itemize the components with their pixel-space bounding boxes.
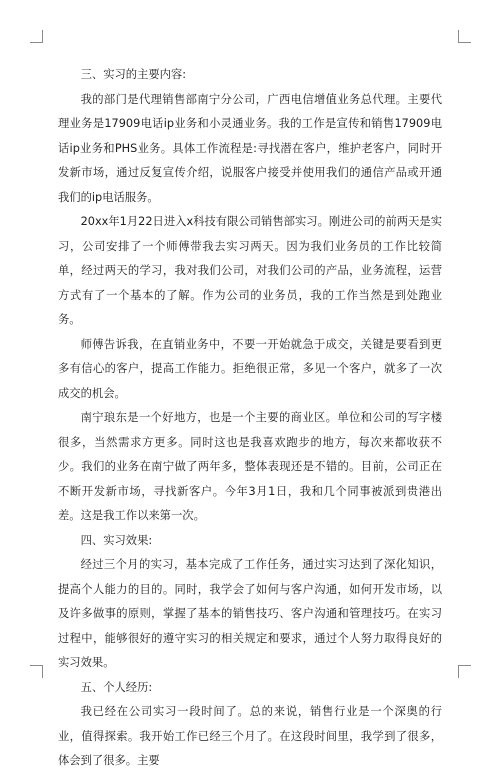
document-body (58, 63, 442, 774)
paragraph: 我已经在公司实习一段时间了。总的来说，销售行业是一个深奥的行业，值得探索。我开始工作已经三个月了。在这段时间里，我学到了很多，体会到了很多。主要 (58, 705, 442, 767)
section-heading: 三、实习的主要内容: (80, 68, 187, 81)
paragraph: 我的部门是代理销售部南宁分公司，广西电信增值业务总代理。主要代理业务是17909电话ip业务和小灵通业务。我的工作是宣传和销售17909电话ip业务和PHS业务。具体工作流程是:寻找潜在客户，维护老客户，同时开发新市场，通过反复宣传介绍，说服客户接受并使用我们的通信产品或开通我们的ip电话服务。 (58, 92, 442, 204)
crop-mark-top-right (458, 30, 471, 43)
section-heading: 五、个人经历: (80, 680, 153, 694)
crop-mark-bottom-right (458, 665, 471, 678)
section-heading: 四、实习效果: (80, 533, 153, 547)
crop-mark-bottom-left (30, 665, 43, 678)
paragraph: 20xx年1月22日进入x科技有限公司销售部实习。刚进公司的前两天是实习，公司安排了一个师傅带我去实习两天。因为我们业务员的工作比较简单，经过两天的学习，我对我们公司，对我们公司的产品，业务流程，运营方式有了一个基本的了解。作为公司的业务员，我的工作当然是到处跑业务。 (58, 215, 442, 326)
paragraph: 师傅告诉我，在直销业务中，不要一开始就急于成交，关键是要看到更多有信心的客户，提高工作能力。拒绝很正常，多见一个客户，就多了一次成交的机会。 (58, 337, 442, 400)
crop-mark-top-left (30, 30, 43, 43)
paragraph: 南宁琅东是一个好地方，也是一个主要的商业区。单位和公司的写字楼很多，当然需求方更多。同时这也是我喜欢跑步的地方，每次来都收获不少。我们的业务在南宁做了两年多，整体表现还是不错的。目前，公司正在不断开发新市场，寻找新客户。今年3月1日，我和几个同事被派到贵港出差。这是我工作以来第一次。 (58, 411, 442, 522)
paragraph: 经过三个月的实习，基本完成了工作任务，通过实习达到了深化知识，提高个人能力的目的。同时，我学会了如何与客户沟通，如何开发市场，以及许多做事的原则，掌握了基本的销售技巧、客户沟通和管理技巧。在实习过程中，能够很好的遵守实习的相关规定和要求，通过个人努力取得良好的实习效果。 (58, 558, 442, 669)
